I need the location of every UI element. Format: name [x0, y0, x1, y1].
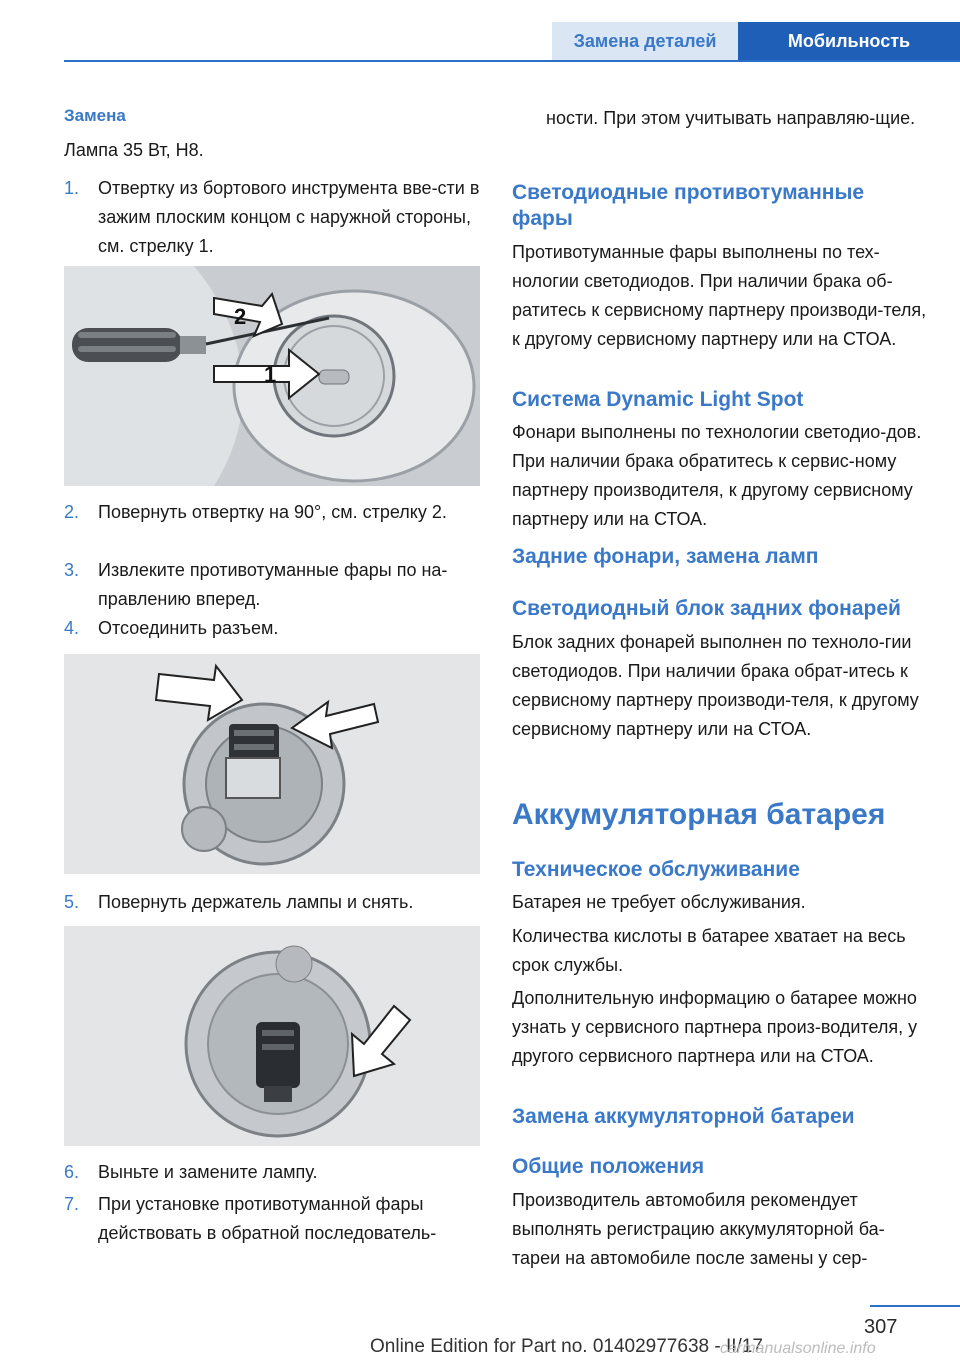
heading-general: Общие положения — [512, 1155, 705, 1178]
para-maintenance-1: Батарея не требует обслуживания. — [512, 892, 806, 912]
heading-replace: Замена — [64, 106, 126, 125]
chapter-tab[interactable]: Мобильность — [738, 22, 960, 60]
step-text: Повернуть держатель лампы и снять. — [98, 892, 414, 912]
step-text: При установке противотуманной фары действовать в обратной последователь- — [98, 1194, 437, 1243]
heading-led-fog: Светодиодные противотуманные фары — [512, 181, 865, 230]
heading-rear-lamps: Задние фонари, замена ламп — [512, 545, 819, 568]
para-dynamic-light-spot: Фонари выполнены по технологии светодио-дов. При наличии брака обратитесь к сервис-ному партнеру производителя, к другому сервисному партнеру или на СТОА. — [512, 422, 922, 529]
step-text: Извлеките противотуманные фары по на-правлению вперед. — [98, 560, 448, 609]
bulb-holder-illustration — [64, 926, 480, 1146]
figure-bulb-holder — [64, 926, 480, 1146]
step-number: 6. — [64, 1162, 80, 1182]
callout-1: 1 — [264, 362, 277, 387]
heading-battery: Аккумуляторная батарея — [512, 798, 886, 831]
page-number: 307 — [864, 1316, 898, 1338]
para-led-rear: Блок задних фонарей выполнен по техноло-гии светодиодов. При наличии брака обрат-итесь к сервисному партнеру производи-теля, к другому сервисному партнеру или на СТОА. — [512, 632, 919, 739]
heading-replace-battery: Замена аккумуляторной батареи — [512, 1105, 855, 1128]
step-text: Отвертку из бортового инструмента вве-сти в зажим плоским концом с наружной стороны, см. стрелку 1. — [98, 178, 480, 256]
para-maintenance-3: Дополнительную информацию о батарее можно узнать у сервисного партнера произ-водителя, у другого сервисного партнера или на СТОА. — [512, 988, 918, 1066]
callout-2: 2 — [234, 304, 247, 329]
step-number: 5. — [64, 892, 80, 912]
header-rule — [64, 60, 960, 62]
heading-maintenance: Техническое обслуживание — [512, 858, 800, 881]
heading-dynamic-light-spot: Система Dynamic Light Spot — [512, 388, 804, 411]
watermark: carmanualsonline.info — [720, 1340, 876, 1357]
continued-text: ности. При этом учитывать направляю-щие. — [546, 108, 916, 128]
para-general: Производитель автомобиля рекомендует выполнять регистрацию аккумуляторной ба-тареи на автомобиле после замены у сер- — [512, 1190, 885, 1268]
edition-footer: Online Edition for Part no. 01402977638 - II/17 — [370, 1336, 763, 1357]
footer-rule — [870, 1305, 960, 1307]
screwdriver-illustration — [64, 266, 480, 486]
step-text: Выньте и замените лампу. — [98, 1162, 318, 1182]
figure-screwdriver — [64, 266, 480, 486]
connector-illustration — [64, 654, 480, 874]
step-text: Повернуть отвертку на 90°, см. стрелку 2. — [98, 502, 447, 522]
step-number: 1. — [64, 178, 80, 198]
step-number: 4. — [64, 618, 80, 638]
lamp-spec: Лампа 35 Вт, H8. — [64, 140, 204, 160]
para-maintenance-2: Количества кислоты в батарее хватает на весь срок службы. — [512, 926, 906, 975]
step-number: 3. — [64, 560, 80, 580]
step-text: Отсоединить разъем. — [98, 618, 279, 638]
step-number: 2. — [64, 502, 80, 522]
step-number: 7. — [64, 1194, 80, 1214]
section-tab[interactable]: Замена деталей — [552, 22, 738, 60]
figure-connector — [64, 654, 480, 874]
heading-led-rear: Светодиодный блок задних фонарей — [512, 597, 901, 620]
para-led-fog: Противотуманные фары выполнены по тех-нологии светодиодов. При наличии брака об-ратитесь к сервисному партнеру производи-теля, к другому сервисному партнеру или на СТОА. — [512, 242, 927, 349]
